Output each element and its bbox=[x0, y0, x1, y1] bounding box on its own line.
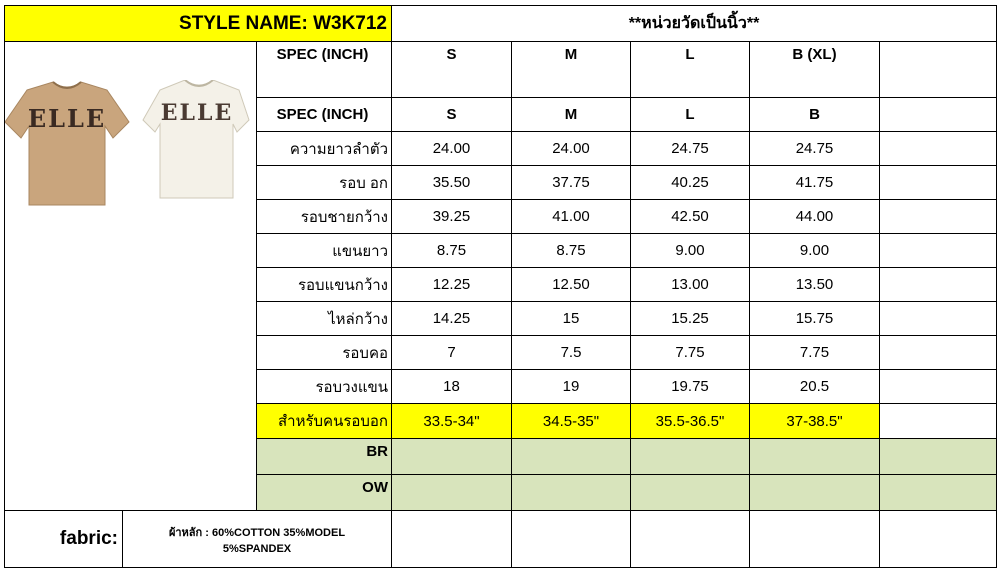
measurement-label bbox=[256, 369, 392, 404]
measurement-value bbox=[879, 335, 997, 370]
row-label: ความยาวลำตัว bbox=[289, 140, 388, 158]
measurement-label bbox=[256, 335, 392, 370]
row-label: OW bbox=[362, 479, 388, 496]
measurement-value bbox=[630, 199, 750, 234]
fit-row-value bbox=[630, 403, 750, 439]
cell-value: 42.50 bbox=[671, 208, 709, 225]
measurement-value bbox=[511, 335, 631, 370]
cell-value: 40.25 bbox=[671, 174, 709, 191]
cell-value: 7.5 bbox=[560, 344, 582, 361]
spec-header-2-size bbox=[630, 97, 750, 132]
spec-header-2-size bbox=[511, 97, 631, 132]
fabric-label: fabric: bbox=[59, 528, 118, 549]
cell-value: 24.00 bbox=[552, 140, 590, 157]
br-row-cell bbox=[391, 438, 512, 475]
ow-row-cell bbox=[511, 474, 631, 511]
measurement-value bbox=[630, 165, 750, 200]
fit-row-value bbox=[879, 403, 997, 439]
cell-value: 41.75 bbox=[795, 174, 834, 191]
measurement-value bbox=[511, 267, 631, 302]
cell-value: 7 bbox=[447, 344, 456, 361]
fabric-empty-2 bbox=[511, 510, 631, 568]
size-label: M bbox=[564, 46, 578, 63]
product-image bbox=[5, 80, 250, 250]
measurement-value bbox=[879, 369, 997, 404]
measurement-value bbox=[511, 369, 631, 404]
measurement-label bbox=[256, 199, 392, 234]
cell-value: 35.50 bbox=[432, 174, 471, 191]
fabric-line-1: ผ้าหลัก : 60%COTTON 35%MODEL bbox=[168, 527, 346, 539]
cell-value: 15.25 bbox=[671, 310, 709, 327]
measurement-value bbox=[630, 335, 750, 370]
size-label: M bbox=[564, 106, 578, 123]
spec-header-1-size bbox=[630, 41, 750, 98]
spec-header-2-label bbox=[256, 97, 392, 132]
cell-value: 33.5-34" bbox=[423, 412, 480, 430]
measurement-value bbox=[511, 131, 631, 166]
fit-row-value bbox=[749, 403, 880, 439]
row-label: รอบ อก bbox=[339, 174, 388, 192]
size-label: L bbox=[685, 46, 695, 63]
measurement-value bbox=[391, 267, 512, 302]
measurement-value bbox=[391, 165, 512, 200]
fit-row-value bbox=[511, 403, 631, 439]
ow-row-cell bbox=[391, 474, 512, 511]
row-label: ไหล่กว้าง bbox=[328, 310, 388, 328]
measurement-value bbox=[749, 335, 880, 370]
cream-shirt-logo: ELLE bbox=[160, 100, 234, 126]
measurement-label bbox=[256, 267, 392, 302]
size-label: B (XL) bbox=[792, 46, 837, 63]
br-row-cell bbox=[879, 438, 997, 475]
measurement-value bbox=[630, 233, 750, 268]
cream-tshirt-image bbox=[143, 80, 249, 198]
measurement-value bbox=[391, 335, 512, 370]
fit-row-label bbox=[256, 403, 392, 439]
ow-row-cell bbox=[630, 474, 750, 511]
cell-value: 37.75 bbox=[552, 174, 590, 191]
measurement-value bbox=[391, 301, 512, 336]
measurement-value bbox=[391, 199, 512, 234]
row-label: แขนยาว bbox=[332, 242, 388, 260]
measurement-value bbox=[391, 131, 512, 166]
spec-header-2-size bbox=[879, 97, 997, 132]
cell-value: 39.25 bbox=[432, 208, 471, 225]
row-label: รอบชายกว้าง bbox=[300, 208, 388, 226]
measurement-value bbox=[511, 199, 631, 234]
tan-shirt-logo: ELLE bbox=[27, 104, 107, 133]
measurement-value bbox=[630, 369, 750, 404]
tan-tshirt-image bbox=[5, 82, 129, 205]
cell-value: 13.50 bbox=[795, 276, 834, 293]
row-label: รอบวงแขน bbox=[315, 378, 388, 396]
spec-header-1-size bbox=[749, 41, 880, 98]
row-label: รอบแขนกว้าง bbox=[297, 276, 388, 294]
spec-header-1-label bbox=[256, 41, 392, 98]
ow-row-label bbox=[256, 474, 392, 511]
measurement-label bbox=[256, 131, 392, 166]
cell-value: 12.25 bbox=[432, 276, 471, 293]
fabric-detail-cell bbox=[122, 510, 392, 568]
ow-row-cell bbox=[879, 474, 997, 511]
br-row-label bbox=[256, 438, 392, 475]
measurement-value bbox=[879, 131, 997, 166]
size-label: L bbox=[685, 106, 695, 123]
cell-value: 24.75 bbox=[795, 140, 834, 157]
cell-value: 44.00 bbox=[795, 208, 834, 225]
size-label: S bbox=[446, 106, 457, 123]
fit-row-value bbox=[391, 403, 512, 439]
fabric-empty-3 bbox=[630, 510, 750, 568]
fabric-empty-1 bbox=[391, 510, 512, 568]
unit-note: **หน่วยวัดเป็นนิ้ว** bbox=[628, 15, 760, 32]
fabric-empty-4 bbox=[749, 510, 880, 568]
fabric-empty-5 bbox=[879, 510, 997, 568]
measurement-value bbox=[391, 233, 512, 268]
spec-header-1-size bbox=[511, 41, 631, 98]
spec-header-2-size bbox=[391, 97, 512, 132]
cell-value: 8.75 bbox=[556, 242, 586, 259]
fabric-label-cell bbox=[4, 510, 123, 568]
cell-value: 41.00 bbox=[552, 208, 590, 225]
row-label: รอบคอ bbox=[342, 344, 388, 362]
cell-value: 15 bbox=[562, 310, 580, 327]
cell-value: 9.00 bbox=[799, 242, 830, 259]
spec-header-1-size bbox=[391, 41, 512, 98]
measurement-label bbox=[256, 233, 392, 268]
measurement-value bbox=[749, 199, 880, 234]
measurement-value bbox=[879, 199, 997, 234]
cell-value: 7.75 bbox=[675, 344, 705, 361]
measurement-value bbox=[630, 267, 750, 302]
br-row-cell bbox=[749, 438, 880, 475]
cell-value: 19 bbox=[562, 378, 580, 395]
measurement-value bbox=[749, 369, 880, 404]
measurement-value bbox=[879, 233, 997, 268]
measurement-value bbox=[749, 301, 880, 336]
cell-value: 37-38.5" bbox=[786, 412, 843, 430]
measurement-value bbox=[879, 301, 997, 336]
size-label: S bbox=[446, 46, 457, 63]
row-label: สำหรับคนรอบอก bbox=[277, 413, 388, 430]
measurement-value bbox=[511, 165, 631, 200]
spec-label: SPEC (INCH) bbox=[276, 106, 369, 123]
cell-value: 13.00 bbox=[671, 276, 709, 293]
cell-value: 34.5-35" bbox=[542, 412, 600, 430]
cell-value: 19.75 bbox=[671, 378, 709, 395]
measurement-value bbox=[511, 233, 631, 268]
cell-value: 18 bbox=[443, 378, 460, 395]
unit-note-cell bbox=[391, 5, 997, 42]
measurement-value bbox=[749, 131, 880, 166]
cell-value: 35.5-36.5" bbox=[655, 412, 725, 430]
measurement-value bbox=[391, 369, 512, 404]
spec-header-1-size bbox=[879, 41, 997, 98]
ow-row-cell bbox=[749, 474, 880, 511]
measurement-label bbox=[256, 301, 392, 336]
measurement-value bbox=[630, 131, 750, 166]
spec-header-2-size bbox=[749, 97, 880, 132]
spec-label: SPEC (INCH) bbox=[276, 46, 369, 63]
br-row-cell bbox=[511, 438, 631, 475]
product-image-cell bbox=[4, 41, 257, 511]
cell-value: 14.25 bbox=[432, 310, 471, 327]
measurement-value bbox=[630, 301, 750, 336]
size-label: B bbox=[809, 106, 820, 123]
cell-value: 9.00 bbox=[675, 242, 705, 259]
row-label: BR bbox=[366, 443, 388, 460]
measurement-value bbox=[749, 267, 880, 302]
style-name-cell bbox=[4, 5, 392, 42]
fabric-line-2: 5%SPANDEX bbox=[222, 543, 292, 555]
br-row-cell bbox=[630, 438, 750, 475]
measurement-label bbox=[256, 165, 392, 200]
style-name: STYLE NAME: W3K712 bbox=[179, 12, 387, 34]
measurement-value bbox=[511, 301, 631, 336]
measurement-value bbox=[879, 267, 997, 302]
cell-value: 15.75 bbox=[795, 310, 834, 327]
cell-value: 8.75 bbox=[436, 242, 467, 259]
cell-value: 24.75 bbox=[671, 140, 709, 157]
measurement-value bbox=[879, 165, 997, 200]
measurement-value bbox=[749, 165, 880, 200]
cell-value: 7.75 bbox=[799, 344, 830, 361]
cell-value: 20.5 bbox=[799, 378, 830, 395]
cell-value: 12.50 bbox=[552, 276, 590, 293]
cell-value: 24.00 bbox=[432, 140, 471, 157]
measurement-value bbox=[749, 233, 880, 268]
